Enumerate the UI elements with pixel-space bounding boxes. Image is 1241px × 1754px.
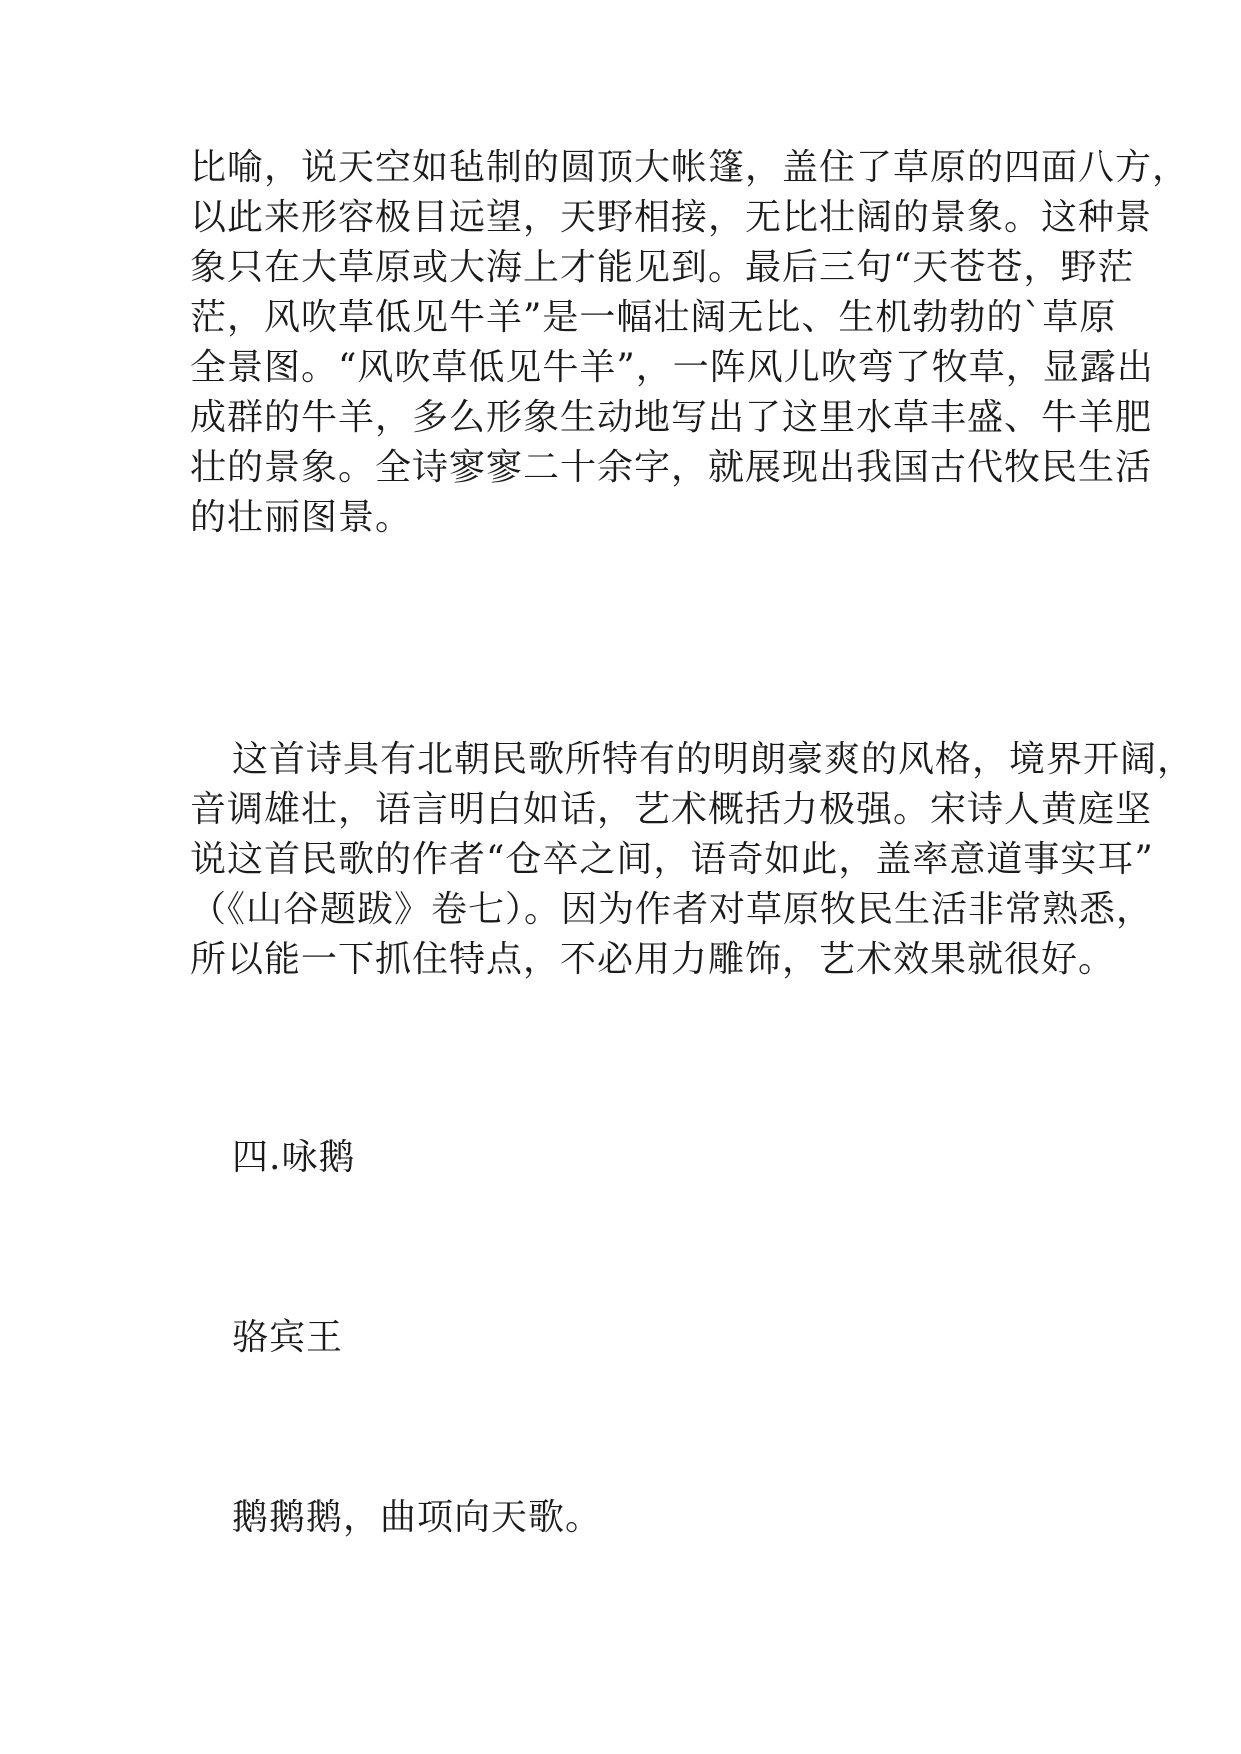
- paragraph-1-line-6: 成群的牛羊，多么形象生动地写出了这里水草丰盛、牛羊肥: [190, 397, 1153, 438]
- paragraph-1-line-8: 的壮丽图景。: [190, 497, 413, 538]
- paragraph-2-line-1: 这首诗具有北朝民歌所特有的明朗豪爽的风格，境界开阔，: [232, 739, 1195, 780]
- paragraph-1-line-3: 象只在大草原或大海上才能见到。最后三句“天苍苍，野茫: [190, 247, 1135, 288]
- paragraph-2-line-2: 音调雄壮，语言明白如话，艺术概括力极强。宋诗人黄庭坚: [190, 789, 1153, 830]
- paragraph-1-line-7: 壮的景象。全诗寥寥二十余字，就展现出我国古代牧民生活: [190, 447, 1153, 488]
- poem-line-1: 鹅鹅鹅，曲项向天歌。: [232, 1497, 603, 1538]
- paragraph-1-line-5: 全景图。“风吹草低见牛羊”，一阵风儿吹弯了牧草，显露出: [190, 347, 1154, 388]
- paragraph-1-line-4: 茫，风吹草低见牛羊”是一幅壮阔无比、生机勃勃的`草原: [190, 297, 1117, 338]
- paragraph-2-line-4: （《山谷题跋》卷七）。因为作者对草原牧民生活非常熟悉，: [190, 889, 1154, 930]
- poem-author: 骆宾王: [232, 1317, 344, 1358]
- paragraph-1-line-2: 以此来形容极目远望，天野相接，无比壮阔的景象。这种景: [190, 197, 1153, 238]
- paragraph-2-line-5: 所以能一下抓住特点，不必用力雕饰，艺术效果就很好。: [190, 939, 1116, 980]
- section-heading: 四.咏鹅: [232, 1137, 356, 1178]
- paragraph-1-line-1: 比喻，说天空如毡制的圆顶大帐篷，盖住了草原的四面八方，: [190, 147, 1190, 188]
- paragraph-2-line-3: 说这首民歌的作者“仓卒之间，语奇如此，盖率意道事实耳”: [190, 839, 1154, 880]
